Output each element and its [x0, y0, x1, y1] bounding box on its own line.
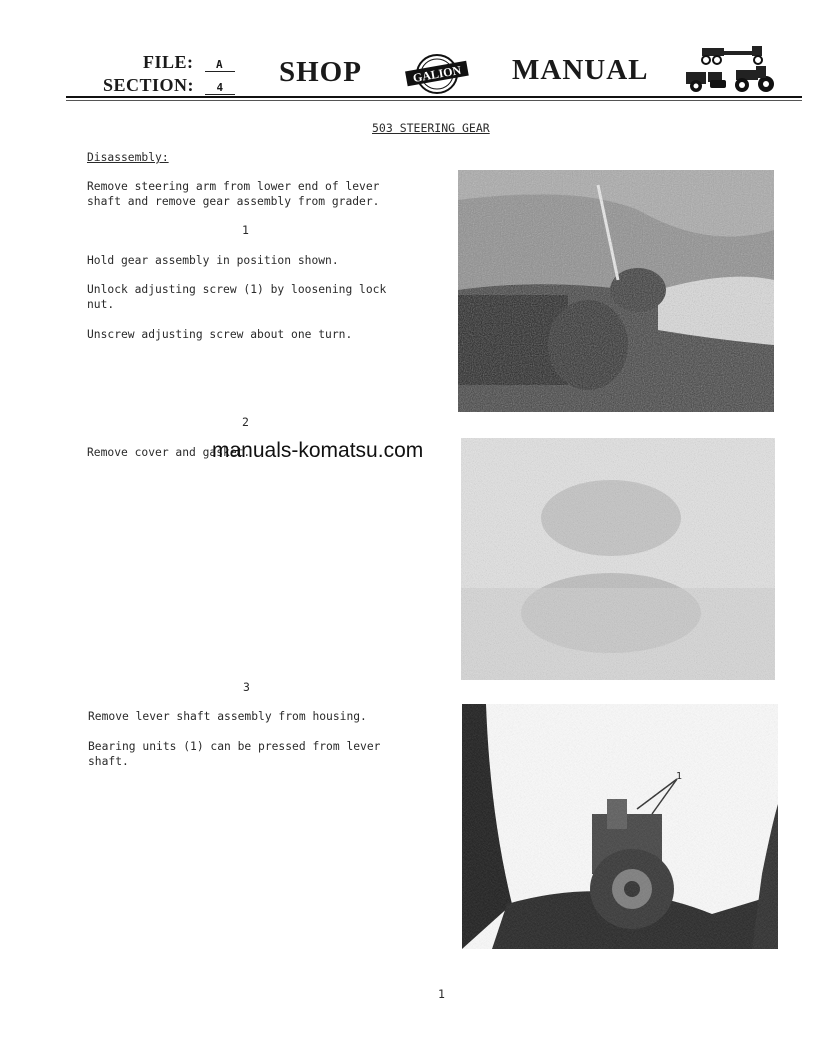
step-2-paragraph-2: Unlock adjusting screw (1) by loosening lock nut.: [87, 283, 387, 311]
file-label: FILE: A: [143, 52, 235, 73]
step-1-paragraph: Remove steering arm from lower end of lever shaft and remove gear assembly from grader.: [87, 180, 380, 208]
page-number: 1: [438, 987, 445, 1001]
step-3-paragraph: Remove cover and gasket.: [87, 446, 251, 459]
step-number-3: 3: [243, 680, 250, 694]
file-value: A: [205, 58, 235, 72]
step-number-1: 1: [242, 223, 249, 237]
step-4-paragraph-1: Remove lever shaft assembly from housing.: [88, 710, 367, 723]
step-2-paragraph-3: Unscrew adjusting screw about one turn.: [87, 328, 353, 341]
photo-cover-gasket: [461, 438, 775, 680]
step-2-paragraph-1: Hold gear assembly in position shown.: [87, 254, 339, 267]
step-4-paragraph-2: Bearing units (1) can be pressed from lever shaft.: [88, 740, 381, 768]
construction-machines-icon: [684, 42, 780, 94]
section-label: SECTION: 4: [103, 75, 235, 96]
photo-gear-assembly: [458, 170, 774, 412]
header-rule: [66, 96, 802, 98]
photo-lever-shaft: [462, 704, 778, 949]
section-value: 4: [205, 81, 235, 95]
header-manual: MANUAL: [512, 54, 649, 86]
galion-logo-icon: [404, 52, 470, 96]
disassembly-heading: Disassembly:: [87, 151, 169, 164]
svg-text:GALION: GALION: [411, 62, 463, 86]
header-rule-thin: [66, 100, 802, 101]
callout-1: 1: [676, 771, 683, 782]
header-shop: SHOP: [279, 56, 362, 88]
watermark-text: manuals-komatsu.com: [212, 439, 424, 462]
step-number-2: 2: [242, 415, 249, 429]
page-title: 503 STEERING GEAR: [372, 121, 490, 135]
